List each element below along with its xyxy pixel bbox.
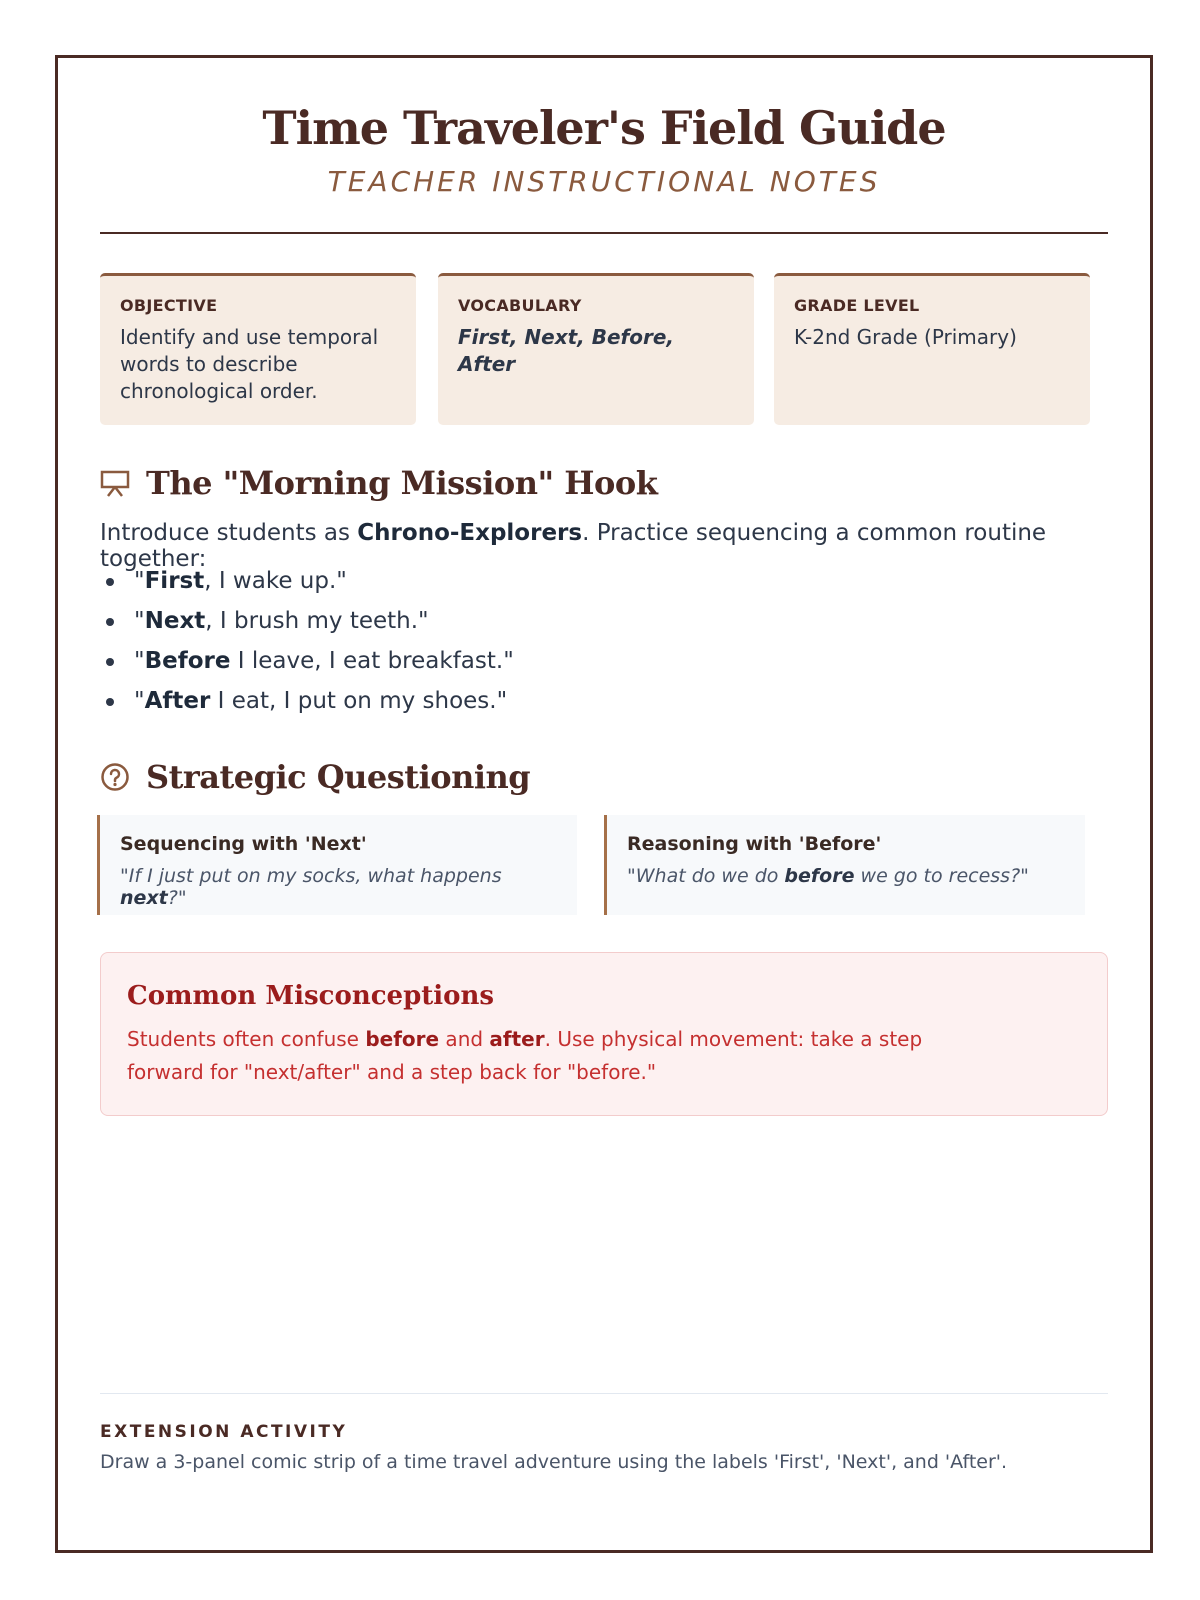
objective-card <box>100 273 416 425</box>
misconceptions-heading: Common Misconceptions <box>127 981 495 1011</box>
questioning-heading: Strategic Questioning <box>146 758 531 796</box>
grade-level-card <box>774 273 1090 425</box>
vocabulary-card <box>438 273 754 425</box>
page-title: Time Traveler's Field Guide <box>262 101 946 155</box>
question-box-next <box>97 815 577 915</box>
hook-intro: Introduce students as Chrono-Explorers. Practice sequencing a common routine together: <box>100 520 1047 572</box>
misconceptions-text: Students often confuse before and after. Use physical movement: take a step forward for "next/after" and a step back for "before." <box>127 1027 923 1084</box>
list-item: "Next, I brush my teeth." <box>100 601 514 641</box>
hook-heading-row <box>100 464 657 502</box>
hook-heading: The "Morning Mission" Hook <box>146 464 658 502</box>
list-item: "First, I wake up." <box>100 561 514 601</box>
card-value: Identify and use temporal words to describe chronological order. <box>120 325 379 403</box>
info-cards <box>100 273 1108 425</box>
list-item: "Before I leave, I eat breakfast." <box>100 641 514 681</box>
header-divider <box>100 232 1108 234</box>
question-title: Sequencing with 'Next' <box>120 833 367 855</box>
page-header <box>100 98 1108 202</box>
question-text: "If I just put on my socks, what happens next?" <box>120 865 502 909</box>
list-item: "After I eat, I put on my shoes." <box>100 681 514 721</box>
question-box-before <box>604 815 1085 915</box>
card-label: GRADE LEVEL <box>794 296 920 315</box>
extension-label: EXTENSION ACTIVITY <box>100 1422 348 1442</box>
page-subtitle: TEACHER INSTRUCTIONAL NOTES <box>327 165 881 198</box>
card-value: First, Next, Before, After <box>458 325 675 376</box>
lesson-page <box>55 55 1153 1553</box>
card-label: VOCABULARY <box>458 296 582 315</box>
question-circle-icon <box>100 762 130 792</box>
presentation-board-icon <box>100 468 130 498</box>
extension-text: Draw a 3-panel comic strip of a time travel adventure using the labels 'First', 'Next', and 'After'. <box>100 1451 1008 1473</box>
question-text: "What do we do before we go to recess?" <box>627 865 1029 887</box>
misconceptions-callout <box>100 952 1108 1116</box>
card-value: K-2nd Grade (Primary) <box>794 325 1017 349</box>
questioning-heading-row <box>100 758 530 796</box>
footer-divider <box>100 1393 1108 1394</box>
routine-list <box>100 561 514 721</box>
card-label: OBJECTIVE <box>120 296 218 315</box>
question-title: Reasoning with 'Before' <box>627 833 882 855</box>
